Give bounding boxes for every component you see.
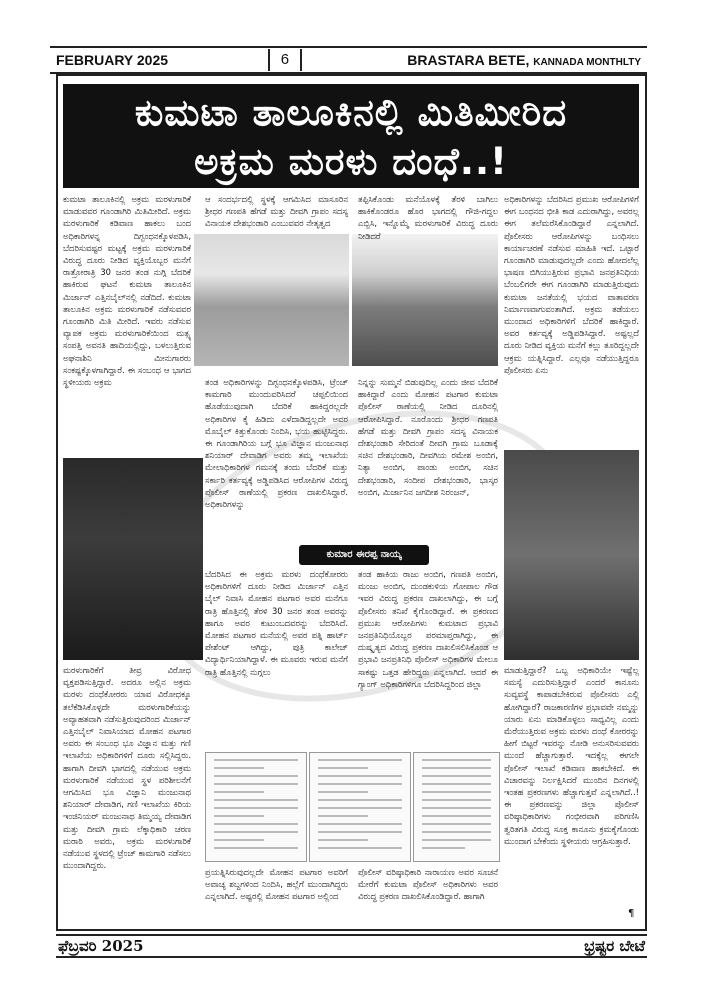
photo-river-bank bbox=[352, 234, 498, 366]
column-2-top: ಆ ಸಂದರ್ಭದಲ್ಲಿ ಸ್ಥಳಕ್ಕೆ ಆಗಮಿಸಿದ ಮಾಸೂರಿನ ಶ್ರೀಧರ ಗಣಪತಿ ಹೆಗಡೆ ಮತ್ತು ದೀವಗಿ ಗ್ರಾಪಂ ಸದಸ್ಯ ವಿನಾಯಕ ದೇಶಭಂಡಾರಿ ಎಂಬುವವರ ನೇತೃತ್ವದ bbox=[205, 194, 348, 229]
column-4-top: ಅಧಿಕಾರಿಗಳನ್ನು ಬೆದರಿಸಿದ ಪ್ರಮುಖ ಆರೋಪಿಗಳಿಗೆ ಈಗ ಬಂಧನದ ಭೀತಿ ಕಾಡ ಎದುರಾಗಿದ್ದು, ಅವರಲ್ಲ ಈಗ ತಲೆಮರೆಸಿಕೊಂಡಿದ್ದಾರೆ ಎನ್ನಲಾಗಿದೆ. ಪೊಲೀಸರು ಆರೋಪಿಗಳನ್ನು ಬಂಧಿಸಲು ಕಾರ್ಯಾಚರಣೆ ನಡೆಸುವ ಮಾಹಿತಿ ಇದೆ. ಒಟ್ಟಾರೆ ಗೂಂಡಾಗಿರಿ ಮಾಡುವುದಲ್ಲದೇ ಎಂದು ಹೋದಲೆಲ್ಲ ಭಾಷಣ ಬಿಗಿಯುತ್ತಿರುವ ಪ್ರಭಾವಿ ಜನಪ್ರತಿನಿಧಿಯ ಬೆಂಬಲಿಗರೇ ಈಗ ಗೂಂಡಾಗಿರಿ ಮಾಡುತ್ತಿರುವುದು ಕುಮಟಾ ಜನತೆಯಲ್ಲಿ ಭಯದ ವಾತಾವರಣ ನಿರ್ಮಾಣವಾಗುವಂತಾಗಿದೆ. ಅಕ್ರಮ ತಡೆಯಲು ಮುಂದಾದ ಅಧಿಕಾರಿಗಳಿಗೆ ಬೆದರಿಕೆ ಹಾಕಿದ್ದಾರೆ. ಅವರ ಕರ್ತವ್ಯಕ್ಕೆ ಅಡ್ಡಿಪಡಿಸಿದ್ದಾರೆ. ಅಷ್ಟಲ್ಲದೆ ದೂರು ನೀಡಿದ ವ್ಯಕ್ತಿಯ ಮನೆಗೆ ಕಲ್ಲು ತೂರಿದ್ದಲ್ಲದೇ ಆಕ್ರಮ ಯತ್ನಿಸಿದ್ದಾರೆ. ಎಲ್ಲವೂ ನಡೆಯುತ್ತಿದ್ದರೂ ಪೊಲೀಸರು ಏನು bbox=[504, 194, 639, 375]
complaint-document-2 bbox=[309, 752, 411, 862]
page-number: 6 bbox=[268, 49, 302, 71]
issue-date: FEBRUARY 2025 bbox=[56, 52, 169, 68]
column-1-bottom: ಮರಳುಗಾರಿಕೆಗೆ ತೀವ್ರ ವಿರೋಧ ವ್ಯಕ್ತಪಡಿಸುತ್ತಿದ್ದಾರೆ. ಅದರೂ ಅಲ್ಲಿನ ಅಕ್ರಮ ಮರಳು ದಂಧೆಕೋರರು ಯಾವ ವಿರೋಧಕ್ಕೂ ತಲೆಕೆಡಿಸಿಕೊಳ್ಳದೇ ಮರಳುಗಾರಿಕೆಯನ್ನು ಅವ್ಯಾಹತವಾಗಿ ನಡೆಸುತ್ತಿರುವುದರಿಂದ ಮಿರ್ಜಾನ್ ಎತ್ತಿನಬೈಲ್ ನಿವಾಸಿಯಾದ ಮೋಹನ ಪಟಗಾರ ಅವರು ಈ ಸಂಬಂಧ ಭೂ ವಿಜ್ಞಾನ ಮತ್ತು ಗಣಿ ಇಲಾಖೆಯ ಅಧಿಕಾರಿಗಳಿಗೆ ದೂರು ಸಲ್ಲಿಸಿದ್ದರು. ಹಾಗಾಗಿ ದೀವಗಿ ಭಾಗದಲ್ಲಿ ನಡೆಯುವ ಅಕ್ರಮ ಮರಳುಗಾರಿಕೆ ನಡೆಯುವ ಸ್ಥಳ ಪರಿಶೀಲನೆಗೆ ಆಗಮಿಸಿದ ಭೂ ವಿಜ್ಞಾನಿ ಮಂಜುನಾಥ ಶನಿಯಾರ್ ದೇವಾಡಿಗ, ಗಣಿ ಇಲಾಖೆಯ ಕಿರಿಯ ಇಂಜಿನಿಯರ್ ಮಂಜುನಾಥ ತಿಮ್ಮಯ್ಯ ದೇವಾಡಿಗ ಮತ್ತು ದೀವಗಿ ಗ್ರಾಮ ಲೆಕ್ಕಾಧಿಕಾರಿ ಚರಣ ಮರಾಠಿ ಅವರು, ಅಕ್ರಮ ಮರಳುಗಾರಿಕೆ ನಡೆಯುವ ಸ್ಥಳದಲ್ಲಿ ಟ್ರೆಂಚ್ ಕಾಮಗಾರಿ ನಡೆಸಲು ಮುಂದಾಗಿದ್ದರು. bbox=[63, 665, 191, 871]
column-3-middle: ನಿನ್ನನ್ನು ಸುಮ್ಮನೆ ಬಿಡುವುದಿಲ್ಲ ಎಂದು ಜೀವ ಬೆದರಿಕೆ ಹಾಕಿದ್ದಾರೆ ಎಂದು ಮೋಹನ ಪಟಗಾರ ಕುಮಟಾ ಪೊಲೀಸ್ ಠಾಣೆಯಲ್ಲಿ ನೀಡಿದ ದೂರಿನಲ್ಲಿ ಆರೋಪಿಸಿದ್ದಾರೆ. ನೂರೊಂದು ಶ್ರೀಧರ ಗಣಪತಿ ಹೆಗಡೆ ಮತ್ತು ದೀವಗಿ ಗ್ರಾಪಂ ಸದಸ್ಯ ವಿನಾಯಕ ದೇಶಭಂಡಾರಿ ಸೇರಿದಂತೆ ದೀವಗಿ ಗ್ರಾಮ ಬೂಡಾಕ್ಕೆ ಸಚಿನ ದೇಶಭಂಡಾರಿ, ದೀವಗಿಯ ರಮೇಶ ಅಂಬಿಗ, ನಿತ್ಯಾ ಅಂಬಿಗ, ಪಾಂಡು ಅಂಬಿಗ, ಸಚಿನ ದೇಶಭಂಡಾರಿ, ಸಂದೀಪ ದೇಶಭಂಡಾರಿ, ಭಾಸ್ಕರ ಅಂಬಿಗ, ಮಿರ್ಜಾನಿನ ಜಗದೀಶ ನಿರಂಜನ್, bbox=[358, 377, 498, 497]
complaint-document-3 bbox=[413, 752, 500, 862]
headline-line-2: ಅಕ್ರಮ ಮರಳು ದಂಧೆ..! bbox=[194, 140, 508, 183]
column-4-bottom: ಮಾಡುತ್ತಿದ್ದಾರೆ? ಒಬ್ಬ ಅಧಿಕಾರಿಯೇ ಇಷ್ಟೆಲ್ಲ ಸಮಸ್ಯೆ ಎದುರಿಸುತ್ತಿದ್ದಾರೆ ಎಂದರೆ ಕಾನೂನು ಸುವ್ಯವಸ್ಥೆ ಕಾಪಾಡಬೇಕಿರುವ ಪೊಲೀಸರು ಎಲ್ಲಿ ಹೋಗಿದ್ದಾರೆ? ರಾಜಕಾರಣಿಗಳ ಪ್ರಭಾವವೇ ನಮ್ಮನ್ನು ಯಾರು ಏನು ಮಾಡಿಕೊಳ್ಳಲು ಸಾಧ್ಯವಿಲ್ಲ ಎಂದು ಮೆರೆಯುತ್ತಿರುವ ಅಕ್ರಮ ಮರಳು ದಂಧೆ ಕೋರರನ್ನು ಹೀಗೆ ಬಿಟ್ಟರೆ ಇವರನ್ನು ನೋಡಿ ಅನುಸರಿಸುವವರು ಮುಂದೆ ಹೆಚ್ಚಾಗುತ್ತಾರೆ. ಇದಕ್ಕೆಲ್ಲ ಈಗಲೇ ಪೊಲೀಸ್ ಇಲಾಖೆ ಕಡಿವಾಣ ಹಾಕಬೇಕಿದೆ. ಈ ವಿಚಾರವನ್ನು ನಿರ್ಲಕ್ಷಿಸಿದರೆ ಮುಂದಿನ ದಿನಗಳಲ್ಲಿ ಇಂತಹ ಪ್ರಕರಣಗಳು ಹೆಚ್ಚಾಗುತ್ತವೆ ಎನ್ನಲಾಗಿದೆ..! ಈ ಪ್ರಕರಣವನ್ನು ಜಿಲ್ಲಾ ಪೊಲೀಸ್ ವರಿಷ್ಠಾಧಿಕಾರಿಗಳು ಗಂಭೀರವಾಗಿ ಪರಿಗಣಿಸಿ ತ್ವರಿತಗತಿ ವಿರುದ್ಧ ಸೂಕ್ತ ಕಾನೂನು ಕ್ರಮಕೈಗೊಂಡು ಮುಂದಾಗ ಬೇಕೆಂದು ಸ್ಥಳೀಯರು ಆಗ್ರಹಿಸುತ್ತಾರೆ. bbox=[504, 665, 639, 846]
publication-name bbox=[302, 52, 647, 68]
publication-bold: BRASTARA BETE, bbox=[407, 52, 530, 68]
column-3-footer: ಪೊಲೀಸ್ ವರಿಷ್ಠಾಧಿಕಾರಿ ನಾರಾಯಣ ಅವರ ಸೂಚನೆ ಮೇರೆಗೆ ಕುಮಟಾ ಪೊಲೀಸ್ ಅಧಿಕಾರಿಗಳು ಅವರ ವಿರುದ್ಧ ಪ್ರಕರಣ ದಾಖಲಿಸಿಕೊಂಡಿದ್ದಾರೆ. ಹಾಗಾಗಿ bbox=[358, 867, 498, 902]
column-2-middle: ತಂಡ ಅಧಿಕಾರಿಗಳನ್ನು ದಿಗ್ಬಂಧನಕ್ಕೊಳಪಡಿಸಿ, ಟ್ರೆಂಚ್ ಕಾಮಗಾರಿ ಮುಂದುವರಿಸಿದರೆ ಚಪ್ಪಲಿಯಿಂದ ಹೊಡೆಯುವುದಾಗಿ ಬೆದರಿಕೆ ಹಾಕಿದ್ದರಲ್ಲದೇ ಅಧಿಕಾರಿಗಳ ಕೈ ಹಿಡಿದು ಎಳೆದಾಡಿದ್ದಲ್ಲದೇ ಅವರ ಮೊಬೈಲ್ ಕಿತ್ತುಕೊಂಡು ನಿಂದಿಸಿ, ಭಯ ಹುಟ್ಟಿಸಿದ್ದರು. ಈ ಗೂಂಡಾಗಿರಿಯ ಬಗ್ಗೆ ಭೂ ವಿಜ್ಞಾನ ಮಂಜುನಾಥ ಶನಿಯಾರ್ ದೇವಾಡಿಗ ಅವರು ತಮ್ಮ ಇಲಾಖೆಯ ಮೇಲಾಧಿಕಾರಿಗಳ ಗಮನಕ್ಕೆ ತಂದು ಬೆದರಿಕೆ ಮತ್ತು ಸರ್ಕಾರಿ ಕರ್ತವ್ಯಕ್ಕೆ ಅಡ್ಡಿಪಡಿಸಿದ ಆರೋಪಿಗಳ ವಿರುದ್ಧ ಪೊಲೀಸ್ ಠಾಣೆಯಲ್ಲಿ ಪ್ರಕರಣ ದಾಖಲಿಸಿದ್ದಾರೆ. ಅಧಿಕಾರಿಗಳನ್ನು bbox=[205, 377, 348, 510]
footer-publication: ಭ್ರಷ್ಟರ ಬೇಟೆ bbox=[584, 937, 645, 955]
page-header bbox=[50, 46, 647, 74]
photo-accused-person bbox=[504, 450, 639, 660]
footer-date: ಫೆಬ್ರವರಿ 2025 bbox=[58, 937, 144, 955]
column-2-bottom: ಬೆದರಿಸಿದ ಈ ಅಕ್ರಮ ಮರಳು ದಂಧೆಕೋರರು ಅಧಿಕಾರಿಗಳಿಗೆ ದೂರು ನೀಡಿದ ಮಿರ್ಜಾನ್ ಎತ್ತಿನ ಬೈಲ್ ನಿವಾಸಿ ಮೋಹನ ಪಟಗಾರ ಅವರ ಮನೆಗೂ ರಾತ್ರಿ ಹೊತ್ತಿನಲ್ಲಿ ತೆರಳಿ 30 ಜನರ ತಂಡ ಅವರನ್ನು ಹಾಗೂ ಅವರ ಕುಟುಂಬದವರನ್ನು ಬೆದರಿಸಿದೆ. ಮೋಹನ ಪಟಗಾರ ಮನೆಯಲ್ಲಿ ಅವರ ಪತ್ನಿ ಹಾರ್ಟ್ ಪೇಶೆಂಟ್ ಆಗಿದ್ದು, ಪುತ್ರಿ ಕಾಲೇಜ್ ವಿದ್ಯಾರ್ಥಿನಿಯಾಗಿದ್ದಾಳೆ. ಈ ಮೂವರು ಇರುವ ಮನೆಗೆ ರಾತ್ರಿ ಹೊತ್ತಿನಲ್ಲಿ ನುಗ್ಗಲು bbox=[205, 569, 348, 677]
photo-excavator-site bbox=[194, 234, 349, 366]
column-2-footer: ಪ್ರಯತ್ನಿಸಿರುವುದಲ್ಲದೇ ಮೋಹನ ಪಟಗಾರ ಅವರಿಗೆ ಅವಾಚ್ಯ ಶಬ್ದಗಳಿಂದ ನಿಂದಿಸಿ, ಹಲ್ಲೆಗೆ ಮುಂದಾಗಿದ್ದರು ಎನ್ನಲಾಗಿದೆ. ಅಷ್ಟರಲ್ಲಿ ಮೋಹನ ಪಟಗಾರ ಅಲ್ಲಿಂದ bbox=[205, 867, 348, 902]
publication-subtitle: KANNADA MONTHLTY bbox=[533, 57, 641, 68]
headline-line-1: ಕುಮಟಾ ತಾಲೂಕಿನಲ್ಲಿ ಮಿತಿಮೀರಿದ bbox=[134, 91, 568, 134]
column-1-top: ಕುಮಟಾ ತಾಲೂಕಿನಲ್ಲಿ ಅಕ್ರಮ ಮರಳುಗಾರಿಕೆ ಮಾಡುವವರ ಗೂಂಡಾಗಿರಿ ಮಿತಿಮೀರಿದೆ. ಅಕ್ರಮ ಮರಳುಗಾರಿಕೆ ಕಡಿವಾಣ ಹಾಕಲು ಬಂದ ಅಧಿಕಾರಿಗಳನ್ನ ದಿಗ್ಬಂಧನಕ್ಕೊಳಪಡಿಸಿ, ಬೆದರಿಸುವಷ್ಟರ ಮಟ್ಟಕ್ಕೆ ಅಕ್ರಮ ಮರಳುಗಾರಿಕೆ ವಿರುದ್ಧ ದೂರು ನೀಡಿದ ವ್ಯಕ್ತಿಯೊಬ್ಬರ ಮನೆಗೆ ರಾತ್ರೋರಾತ್ರಿ 30 ಜನರ ತಂಡ ನುಗ್ಗಿ ಬೆದರಿಕೆ ಹಾಕಿರುವ ಘಟನೆ ಕುಮಟಾ ತಾಲೂಕಿನ ಮಿರ್ಜಾನ್ ಎತ್ತಿನಬೈಲ್‌ನಲ್ಲಿ ನಡೆದಿದೆ. ಕುಮಟಾ ತಾಲೂಕಿನ ಅಕ್ರಮ ಮರಳುಗಾರಿಕೆ ನಡೆಸುವವರ ಗೂಂಡಾಗಿರಿ ಮಿತಿ ಮೀರಿದೆ. ಇವರು ನಡೆಸುವ ವ್ಯಾಪಕ ಅಕ್ರಮ ಮರಳುಗಾರಿಕೆಯಿಂದ ಮತ್ಸ್ಯ ಸಂಪತ್ತಿ ಅವನತಿ ಹಾದಿಯಲ್ಲಿದ್ದು, ಬಳಲುತ್ತಿರುವ ಅಘನಾಶಿನಿ ಮೀನುಗಾರರು ಸಂಕಷ್ಟಕ್ಕೊಳಗಾಗಿದ್ದಾರೆ. ಈ ಸಂಬಂಧ ಆ ಭಾಗದ ಸ್ಥಳೀಯರು ಅಕ್ರಮ bbox=[63, 194, 191, 388]
complaint-document-1 bbox=[205, 752, 307, 862]
photo-night-sand-mining bbox=[63, 458, 203, 660]
page-footer bbox=[56, 934, 647, 958]
headline bbox=[63, 84, 639, 188]
end-of-article-mark: ¶ bbox=[628, 908, 635, 919]
column-3-bottom: ತಂಡ ಹಾಕಿಯ ರಾಜು ಅಂಬಿಗ, ಗಣಪತಿ ಅಂಬಿಗ, ಮಂಜು ಅಂಬಿಗ, ದುಂಡಕುಳಿಯ ಗೋಪಾಲ ಗೌಡ ಇವರ ವಿರುದ್ಧ ಪ್ರಕರಣ ದಾಖಲಾಗಿದ್ದು, ಈ ಬಗ್ಗೆ ಪೊಲೀಸರು ತನಿಖೆ ಕೈಗೊಂಡಿದ್ದಾರೆ. ಈ ಪ್ರಕರಣದ ಪ್ರಮುಖ ಆರೋಪಿಗಳು ಕುಮಟಾದ ಪ್ರಭಾವಿ ಜನಪ್ರತಿನಿಧಿಯೊಬ್ಬರ ಪರಮಾಪ್ತರಾಗಿದ್ದು, ಈ ದುಷ್ಕೃತ್ಯದ ವಿರುದ್ಧ ಪ್ರಕರಣ ದಾಖಲಿಸಲಿಸಿಕೊಂಡ ಆ ಪ್ರಭಾವಿ ಜನಪ್ರತಿನಿಧಿ ಪೊಲೀಸ್ ಅಧಿಕಾರಿಗಳ ಮೇಲೂ ಸಾಕಷ್ಟು ಒತ್ತಡ ಹೇರಿದ್ದರು ಎನ್ನಲಾಗಿದೆ. ಆದರೆ ಈ ಗ್ಯಾಂಗ್ ಅಧಿಕಾರಿಗಳಿಗೂ ಬೆದರಿಸಿದ್ದರಿಂದ ಜಿಲ್ಲಾ bbox=[358, 569, 498, 689]
column-3-top: ತಪ್ಪಿಸಿಕೊಂಡು ಮನೆಯೊಳಕ್ಕೆ ತೆರಳಿ ಬಾಗಿಲು ಹಾಕಿಕೊಂಡರೂ ಹೊರ ಭಾಗದಲ್ಲಿ ಗೌಜಿ-ಗದ್ದಲ ಎಬ್ಬಿಸಿ, ಇನ್ನೊಮ್ಮೆ ಮರಳುಗಾರಿಕೆ ವಿರುದ್ಧ ದೂರು ನೀಡಿದರೆ bbox=[358, 194, 498, 241]
author-byline: ಕುಮಾರ ಈರಪ್ಪ ನಾಯ್ಕ bbox=[299, 545, 429, 565]
